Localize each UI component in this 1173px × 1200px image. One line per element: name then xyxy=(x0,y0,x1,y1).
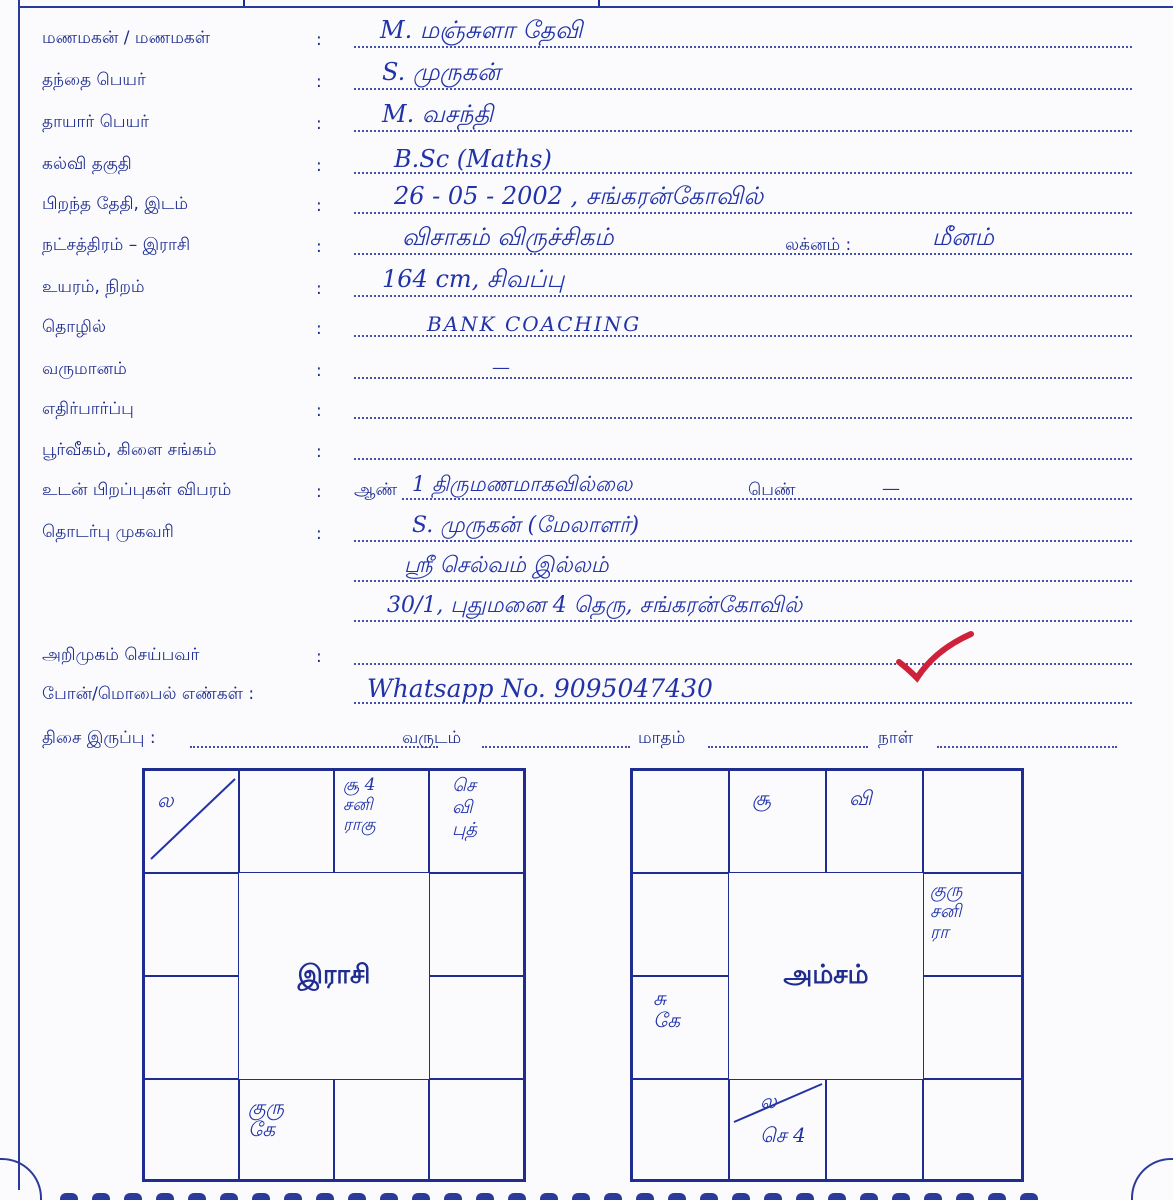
row-introducer: அறிமுகம் செய்பவர் : xyxy=(42,637,1132,671)
rasi-cell xyxy=(144,873,239,976)
row-native: பூர்வீகம், கிளை சங்கம் : xyxy=(42,432,1132,466)
corner-ornament-left xyxy=(0,1158,42,1200)
rasi-cell xyxy=(239,1079,334,1180)
dasa-year-label: வருடம் xyxy=(402,728,462,748)
rasi-cell xyxy=(144,976,239,1079)
birth-label: பிறந்த தேதி, இடம் xyxy=(42,194,189,214)
row-height: உயரம், நிறம் : 164 cm, சிவப்பு xyxy=(42,269,1132,303)
row-income: வருமானம் : — xyxy=(42,351,1132,385)
expectation-label: எதிர்பார்ப்பு xyxy=(42,399,134,419)
amsam-cell xyxy=(729,1079,826,1180)
amsam-cell-text: சு கே xyxy=(653,986,680,1032)
row-address: தொடர்பு முகவரி : S. முருகன் (மேலாளர்) xyxy=(42,514,1132,548)
job-value: BANK COACHING xyxy=(427,312,642,336)
height-value: 164 cm, சிவப்பு xyxy=(382,265,565,293)
border-tick xyxy=(598,0,600,6)
amsam-cell xyxy=(923,873,1022,976)
row-father: தந்தை பெயர் : S. முருகன் xyxy=(42,62,1132,96)
colon: : xyxy=(316,30,322,50)
row-mother: தாயார் பெயர் : M. வசந்தி xyxy=(42,104,1132,138)
page-border-left xyxy=(18,0,20,1190)
rasi-title: இராசி xyxy=(297,959,371,990)
row-name xyxy=(42,16,1132,54)
amsam-cell xyxy=(632,976,729,1079)
amsam-cell xyxy=(923,976,1022,1079)
rasi-cell xyxy=(144,770,239,873)
male-label: ஆண் xyxy=(354,480,398,500)
address-line1: S. முருகன் (மேலாளர்) xyxy=(412,513,640,538)
page-border-top xyxy=(18,0,1173,8)
amsam-cell-text: ல செ 4 xyxy=(760,1089,806,1147)
lagna-slash xyxy=(145,771,240,874)
birth-value: 26 - 05 - 2002 , சங்கரன்கோவில் xyxy=(394,182,764,210)
star-value: விசாகம் விருச்சிகம் xyxy=(402,223,614,251)
row-job: தொழில் : BANK COACHING xyxy=(42,309,1132,343)
corner-ornament-right xyxy=(1131,1158,1173,1200)
phone-value: Whatsapp No. 9095047430 xyxy=(367,674,713,703)
check-mark-icon xyxy=(895,628,975,688)
star-label: நட்சத்திரம் – இராசி xyxy=(42,235,191,255)
phone-label: போன்/மொபைல் எண்கள் : xyxy=(42,684,255,704)
lagnam-label: லக்னம் : xyxy=(785,235,852,255)
address-line2: ஸ்ரீ செல்வம் இல்லம் xyxy=(404,553,609,578)
row-address-3 xyxy=(42,594,1132,628)
name-label: மணமகன் / மணமகள் xyxy=(42,28,211,48)
height-label: உயரம், நிறம் xyxy=(42,277,145,297)
rasi-cell xyxy=(334,770,429,873)
rasi-cell xyxy=(144,1079,239,1180)
row-siblings: உடன் பிறப்புகள் விபரம் : ஆண் 1 திருமணமாகவில்லை பெண் — xyxy=(42,472,1132,506)
mother-value: M. வசந்தி xyxy=(382,100,494,128)
row-education: கல்வி தகுதி : B.Sc (Maths) xyxy=(42,146,1132,180)
dasa-label: திசை இருப்பு : xyxy=(42,728,156,748)
row-star: நட்சத்திரம் – இராசி : விசாகம் விருச்சிகம் லக்னம் : மீனம் xyxy=(42,227,1132,261)
row-expectation: எதிர்பார்ப்பு : xyxy=(42,391,1132,425)
income-value: — xyxy=(492,357,510,378)
amsam-cell xyxy=(729,770,826,873)
address-label: தொடர்பு முகவரி xyxy=(42,522,174,542)
rasi-cell xyxy=(334,1079,429,1180)
male-value: 1 திருமணமாகவில்லை xyxy=(412,472,633,496)
amsam-cell xyxy=(632,770,729,873)
amsam-cell xyxy=(632,873,729,976)
mother-label: தாயார் பெயர் xyxy=(42,112,150,132)
rasi-cell-text: செ வி புத் xyxy=(452,775,478,840)
rasi-cell xyxy=(429,976,524,1079)
female-label: பெண் xyxy=(748,480,796,500)
amsam-title: அம்சம் xyxy=(783,959,869,990)
income-label: வருமானம் xyxy=(42,359,127,379)
introducer-label: அறிமுகம் செய்பவர் xyxy=(42,645,200,665)
amsam-cell-text: வி xyxy=(849,786,872,810)
education-value: B.Sc (Maths) xyxy=(394,145,552,173)
amsam-cell-text: குரு சனி ரா xyxy=(930,880,963,943)
amsam-cell xyxy=(923,770,1022,873)
rasi-cell xyxy=(429,873,524,976)
father-label: தந்தை பெயர் xyxy=(42,70,146,90)
rasi-cell xyxy=(429,770,524,873)
rasi-cell-text: ல xyxy=(157,788,174,812)
siblings-label: உடன் பிறப்புகள் விபரம் xyxy=(42,480,232,500)
bottom-ornament-strip xyxy=(60,1190,1113,1200)
rasi-chart xyxy=(142,768,526,1182)
name-value: M. மஞ்சுளா தேவி xyxy=(380,16,583,44)
amsam-chart xyxy=(630,768,1024,1182)
job-label: தொழில் xyxy=(42,317,107,337)
dasa-day-label: நாள் xyxy=(878,728,914,748)
amsam-cell xyxy=(632,1079,729,1180)
native-label: பூர்வீகம், கிளை சங்கம் xyxy=(42,440,217,460)
row-dasa xyxy=(42,720,1132,754)
rasi-cell-text: சூ 4 சனி ராகு xyxy=(343,775,376,835)
amsam-cell xyxy=(826,770,923,873)
female-value: — xyxy=(882,478,900,499)
lagna-slash xyxy=(730,1080,827,1181)
lagnam-value: மீனம் xyxy=(932,223,994,251)
row-address-2 xyxy=(42,554,1132,588)
father-value: S. முருகன் xyxy=(382,58,501,86)
amsam-cell xyxy=(826,1079,923,1180)
address-line3: 30/1, புதுமனை 4 தெரு, சங்கரன்கோவில் xyxy=(387,593,803,618)
dasa-month-label: மாதம் xyxy=(638,728,686,748)
amsam-cell-text: சூ xyxy=(752,786,772,810)
rasi-cell xyxy=(239,770,334,873)
border-tick xyxy=(243,0,245,6)
rasi-cell xyxy=(429,1079,524,1180)
rasi-cell-text: குரு கே xyxy=(248,1095,285,1141)
education-label: கல்வி தகுதி xyxy=(42,154,132,174)
row-birth: பிறந்த தேதி, இடம் : 26 - 05 - 2002 , சங்கரன்கோவில் xyxy=(42,186,1132,220)
amsam-cell xyxy=(923,1079,1022,1180)
